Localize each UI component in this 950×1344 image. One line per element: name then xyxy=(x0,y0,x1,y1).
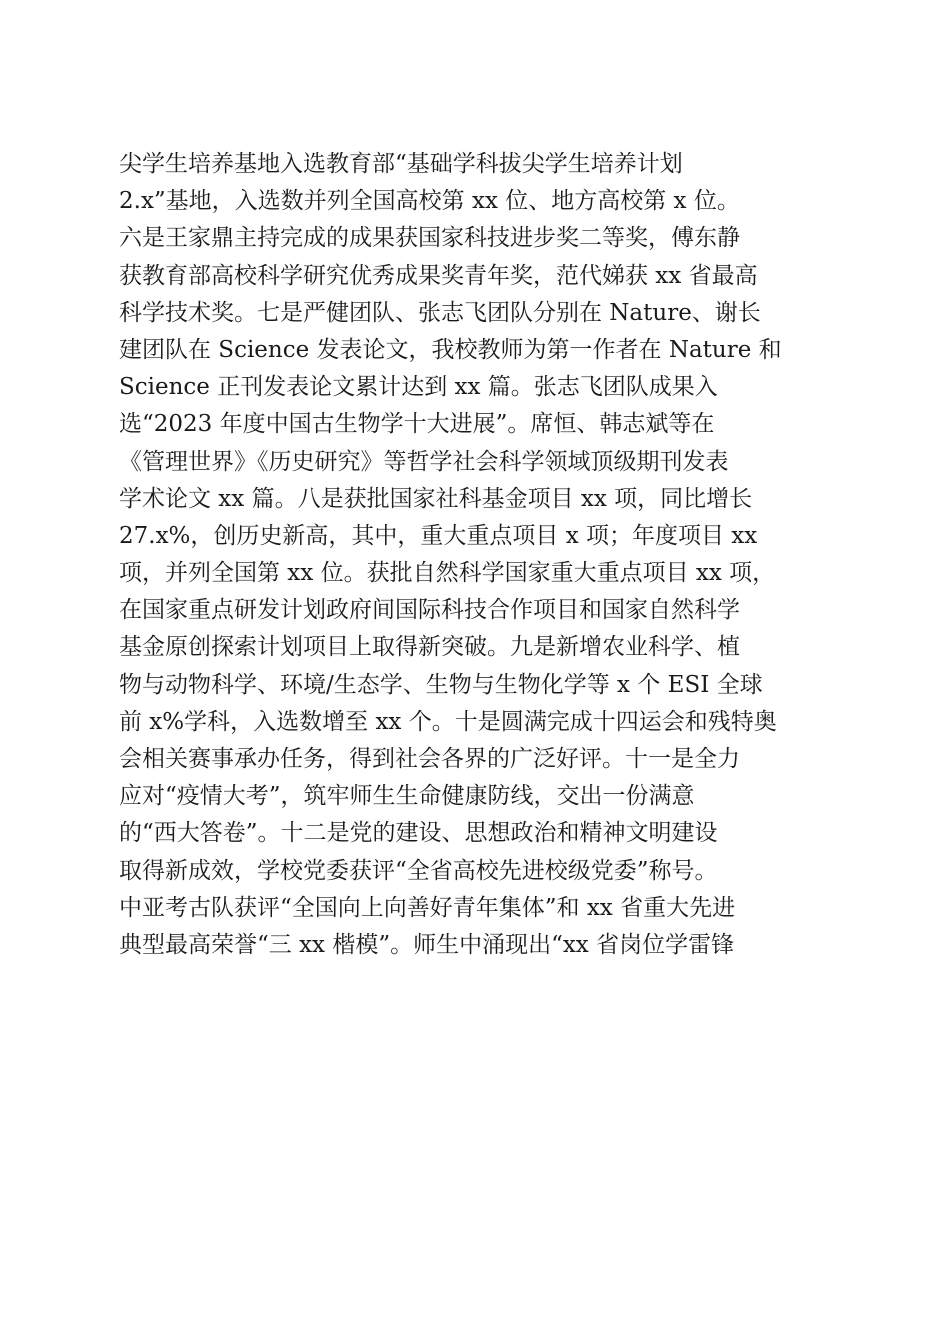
text-line: 科学技术奖。七是严健团队、张志飞团队分别在 Nature、谢长 xyxy=(119,299,761,326)
text-line: 2.x”基地，入选数并列全国高校第 xx 位、地方高校第 x 位。 xyxy=(119,188,740,215)
text-line: 中亚考古队获评“全国向上向善好青年集体”和 xx 省重大先进 xyxy=(119,894,736,921)
text-line: 应对“疫情大考”，筑牢师生生命健康防线，交出一份满意 xyxy=(119,783,695,810)
text-line: 六是王家鼎主持完成的成果获国家科技进步奖二等奖，傅东静 xyxy=(119,225,740,252)
text-line: 取得新成效，学校党委获评“全省高校先进校级党委”称号。 xyxy=(119,857,718,884)
text-line: 学术论文 xx 篇。八是获批国家社科基金项目 xx 项，同比增长 xyxy=(119,485,753,512)
text-line: 前 x%学科，入选数增至 xx 个。十是圆满完成十四运会和残特奥 xyxy=(119,708,777,735)
text-line: 典型最高荣誉“三 xx 楷模”。师生中涌现出“xx 省岗位学雷锋 xyxy=(119,931,735,958)
text-line: Science 正刊发表论文累计达到 xx 篇。张志飞团队成果入 xyxy=(119,374,718,401)
text-line: 获教育部高校科学研究优秀成果奖青年奖，范代娣获 xx 省最高 xyxy=(119,262,758,289)
text-line: 物与动物科学、环境/生态学、生物与生物化学等 x 个 ESI 全球 xyxy=(119,671,763,698)
text-line: 基金原创探索计划项目上取得新突破。九是新增农业科学、植 xyxy=(119,634,740,661)
text-line: 《管理世界》《历史研究》等哲学社会科学领域顶级期刊发表 xyxy=(119,448,729,475)
text-line: 会相关赛事承办任务，得到社会各界的广泛好评。十一是全力 xyxy=(119,746,740,772)
body-text xyxy=(119,146,831,964)
text-line: 的“西大答卷”。十二是党的建设、思想政治和精神文明建设 xyxy=(119,820,718,847)
text-line: 选“2023 年度中国古生物学十大进展”。席恒、韩志斌等在 xyxy=(119,411,715,438)
text-line: 尖学生培养基地入选教育部“基础学科拔尖学生培养计划 xyxy=(119,151,683,177)
text-line: 建团队在 Science 发表论文，我校教师为第一作者在 Nature 和 xyxy=(119,336,782,363)
text-line: 在国家重点研发计划政府间国际科技合作项目和国家自然科学 xyxy=(119,597,740,624)
text-line: 项，并列全国第 xx 位。获批自然科学国家重大重点项目 xx 项， xyxy=(119,560,776,587)
text-line: 27.x%，创历史新高，其中，重大重点项目 x 项；年度项目 xx xyxy=(119,522,758,549)
